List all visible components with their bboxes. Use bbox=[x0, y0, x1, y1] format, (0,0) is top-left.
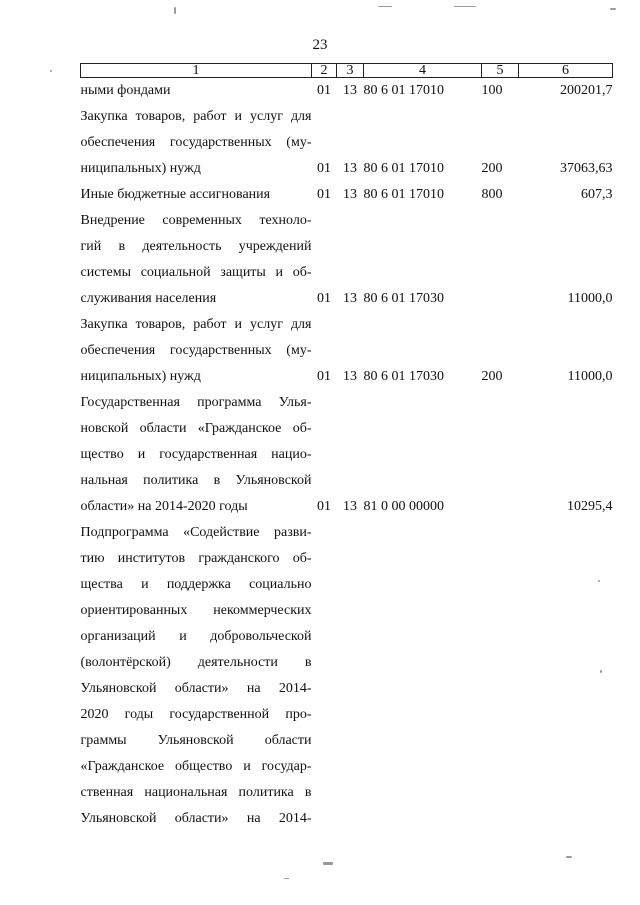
scan-speck bbox=[610, 8, 616, 10]
row-section: 01 bbox=[317, 499, 331, 514]
row-target-article: 80 6 01 17030 bbox=[363, 369, 444, 384]
row-subsection bbox=[337, 520, 364, 832]
row-subsection: 13 bbox=[343, 187, 357, 202]
row-name-line: (волонтёрской) деятельности в bbox=[80, 655, 312, 670]
table-body bbox=[81, 78, 613, 833]
row-name-line: ными фондами bbox=[80, 83, 171, 98]
row-name bbox=[81, 182, 312, 208]
row-subsection: 13 bbox=[343, 161, 357, 176]
scan-speck bbox=[598, 580, 600, 582]
row-name-line: обеспечения государственных (му- bbox=[80, 343, 312, 358]
row-name-line: области» на 2014-2020 годы bbox=[80, 499, 248, 514]
row-section: 01 bbox=[317, 369, 331, 384]
row-name-line: Внедрение современных техноло- bbox=[80, 213, 312, 228]
row-name-line: граммы Ульяновской области bbox=[80, 733, 312, 748]
row-name-line: организаций и добровольческой bbox=[80, 629, 312, 644]
row-expense-type bbox=[482, 208, 519, 312]
row-target-article: 81 0 00 00000 bbox=[363, 499, 444, 514]
row-expense-type: 100 bbox=[481, 83, 503, 98]
row-name-line: гий в деятельность учреждений bbox=[80, 239, 312, 254]
row-target-article: 80 6 01 17010 bbox=[363, 187, 444, 202]
row-name bbox=[81, 390, 312, 520]
row-section: 01 bbox=[317, 187, 331, 202]
row-name-line: ственная национальная политика в bbox=[80, 785, 312, 800]
row-name bbox=[81, 208, 312, 312]
table-row bbox=[81, 104, 613, 182]
row-name-line: Ульяновской области» на 2014- bbox=[80, 681, 312, 696]
header-col-4: 4 bbox=[364, 64, 482, 78]
row-name bbox=[81, 78, 312, 105]
row-name-line: Подпрограмма «Содействие разви- bbox=[80, 525, 312, 540]
row-name-line: обеспечения государственных (му- bbox=[80, 135, 312, 150]
table-row bbox=[81, 312, 613, 390]
table-row bbox=[81, 390, 613, 520]
scan-speck bbox=[50, 70, 52, 72]
row-amount: 200201,7 bbox=[560, 83, 613, 98]
row-subsection: 13 bbox=[343, 499, 357, 514]
table-row bbox=[81, 78, 613, 105]
row-name-line: «Гражданское общество и государ- bbox=[80, 759, 312, 774]
row-amount: 37063,63 bbox=[560, 161, 613, 176]
row-name-line: Закупка товаров, работ и услуг для bbox=[80, 109, 312, 124]
row-name-line: нальная политика в Ульяновской bbox=[80, 473, 312, 488]
row-name-line: щества и поддержка социально bbox=[80, 577, 312, 592]
header-col-5: 5 bbox=[482, 64, 519, 78]
row-name-line: новской области «Гражданское об- bbox=[80, 421, 312, 436]
row-target-article bbox=[364, 520, 482, 832]
row-name-line: ниципальных) нужд bbox=[80, 369, 201, 384]
row-amount: 11000,0 bbox=[567, 291, 613, 306]
row-section: 01 bbox=[317, 83, 331, 98]
row-name-line: Иные бюджетные ассигнования bbox=[80, 187, 271, 202]
page-number: 23 bbox=[312, 37, 328, 53]
row-target-article: 80 6 01 17030 bbox=[363, 291, 444, 306]
row-name bbox=[81, 312, 312, 390]
header-col-3: 3 bbox=[337, 64, 364, 78]
row-name-line: Ульяновской области» на 2014- bbox=[80, 811, 312, 826]
row-expense-type bbox=[482, 520, 519, 832]
row-name-line: системы социальной защиты и об- bbox=[80, 265, 312, 280]
header-col-2: 2 bbox=[312, 64, 337, 78]
scan-speck bbox=[323, 862, 333, 865]
scan-speck bbox=[454, 6, 476, 7]
scan-speck bbox=[378, 6, 392, 7]
row-name-line: служивания населения bbox=[80, 291, 217, 306]
row-target-article: 80 6 01 17010 bbox=[363, 83, 444, 98]
table-header-row bbox=[81, 64, 613, 78]
row-subsection: 13 bbox=[343, 83, 357, 98]
row-amount: 11000,0 bbox=[567, 369, 613, 384]
row-name-line: Закупка товаров, работ и услуг для bbox=[80, 317, 312, 332]
table-row bbox=[81, 520, 613, 832]
row-section: 01 bbox=[317, 161, 331, 176]
row-amount: 607,3 bbox=[581, 187, 613, 202]
row-name bbox=[81, 520, 312, 832]
scan-speck bbox=[566, 856, 572, 858]
row-expense-type: 200 bbox=[481, 161, 503, 176]
row-expense-type bbox=[482, 390, 519, 520]
row-target-article: 80 6 01 17010 bbox=[363, 161, 444, 176]
row-name-line: тию институтов гражданского об- bbox=[80, 551, 312, 566]
scan-speck bbox=[284, 878, 289, 879]
row-section bbox=[312, 520, 337, 832]
table-row bbox=[81, 208, 613, 312]
row-name bbox=[81, 104, 312, 182]
row-name-line: ниципальных) нужд bbox=[80, 161, 201, 176]
row-section: 01 bbox=[317, 291, 331, 306]
row-expense-type: 800 bbox=[481, 187, 503, 202]
scan-speck bbox=[600, 670, 602, 673]
header-col-6: 6 bbox=[519, 64, 613, 78]
table-row bbox=[81, 182, 613, 208]
row-amount bbox=[519, 520, 613, 832]
row-name-line: щество и государственная нацио- bbox=[80, 447, 312, 462]
budget-table bbox=[80, 63, 613, 832]
row-name-line: Государственная программа Улья- bbox=[80, 395, 312, 410]
row-subsection: 13 bbox=[343, 291, 357, 306]
header-col-1: 1 bbox=[81, 64, 312, 78]
row-expense-type: 200 bbox=[481, 369, 503, 384]
row-amount: 10295,4 bbox=[567, 499, 613, 514]
row-subsection: 13 bbox=[343, 369, 357, 384]
row-name-line: ориентированных некоммерческих bbox=[80, 603, 312, 618]
scan-speck bbox=[174, 7, 176, 14]
row-name-line: 2020 годы государственной про- bbox=[80, 707, 312, 722]
